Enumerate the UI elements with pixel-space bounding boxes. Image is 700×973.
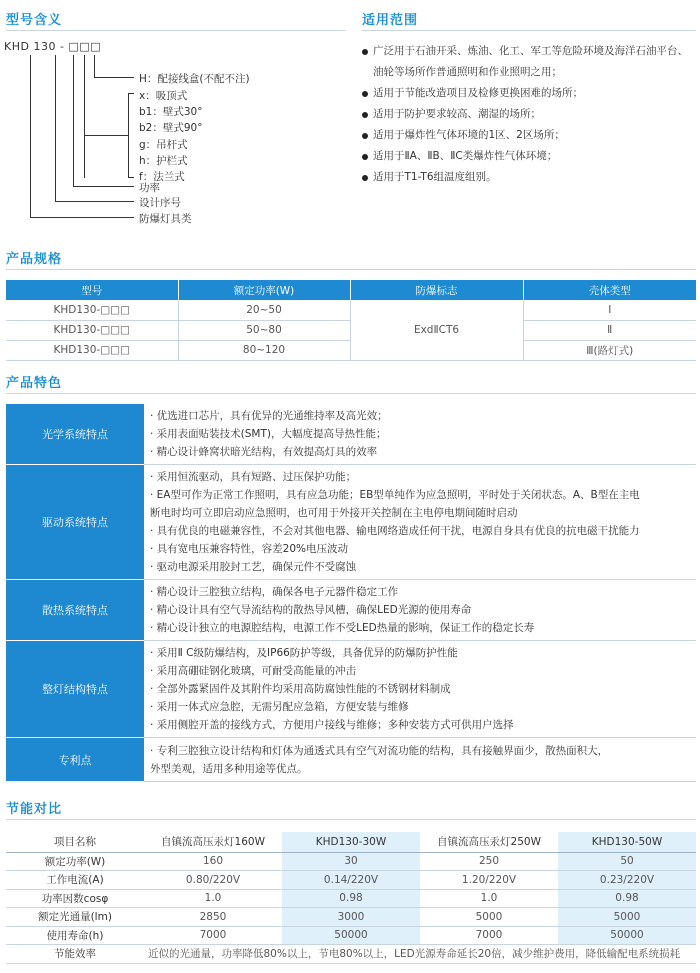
table-row bbox=[6, 852, 696, 871]
mount-bracket-bottom bbox=[128, 177, 134, 178]
leader-h-horizontal bbox=[94, 77, 134, 78]
feature-category: 散热系统特点 bbox=[6, 580, 144, 641]
model-item-flange: f：法兰式 bbox=[139, 171, 185, 183]
energy-header: KHD130-30W bbox=[282, 832, 420, 852]
energy-value: 0.23/220V bbox=[558, 871, 696, 890]
spec-header: 防爆标志 bbox=[350, 280, 523, 300]
energy-value: 5000 bbox=[420, 908, 558, 927]
scope-list bbox=[362, 41, 697, 188]
feature-items bbox=[144, 465, 696, 580]
table-row bbox=[6, 300, 696, 320]
feature-item: · 精心设计独立的电源腔结构，电源工作不受LED热量的影响，保证工作的稳定长寿 bbox=[150, 622, 535, 634]
feature-item: · 专利三腔独立设计结构和灯体为通透式具有空气对流功能的结构，具有接触界面少，散热面积大， bbox=[150, 744, 609, 757]
energy-header: 自镇流高压汞灯160W bbox=[144, 832, 282, 852]
table-row bbox=[6, 926, 696, 945]
feature-item: · 采用恒流驱动，具有短路、过压保护功能； bbox=[150, 471, 357, 483]
spec-shell: Ⅲ(路灯式) bbox=[523, 340, 696, 360]
energy-value: 0.98 bbox=[558, 889, 696, 908]
scope-divider bbox=[362, 30, 696, 31]
energy-value: 1.0 bbox=[144, 889, 282, 908]
table-row bbox=[6, 908, 696, 927]
energy-title: 节能对比 bbox=[6, 802, 63, 817]
energy-value: 50000 bbox=[282, 926, 420, 945]
feature-item: 断电时均可立即启动应急照明，也可用于外接开关控制在主电停电期间随时启动 bbox=[150, 507, 518, 519]
feature-category: 整灯结构特点 bbox=[6, 641, 144, 738]
feature-group bbox=[6, 580, 696, 641]
feature-items bbox=[144, 738, 696, 782]
energy-value: 7000 bbox=[420, 926, 558, 945]
model-item-power: 功率 bbox=[139, 182, 160, 194]
model-meaning-divider bbox=[6, 30, 346, 31]
energy-value: 0.98 bbox=[282, 889, 420, 908]
feature-item: · 采用表面贴装技术(SMT)，大幅度提高导热性能； bbox=[150, 428, 387, 440]
mount-bracket bbox=[128, 93, 129, 177]
feature-group bbox=[6, 404, 696, 465]
spec-header-row bbox=[6, 280, 696, 300]
energy-value: 0.80/220V bbox=[144, 871, 282, 890]
features-title: 产品特色 bbox=[6, 376, 63, 391]
feature-item: · 采用侧腔开盖的接线方式，方便用户接线与维修；多种安装方式可供用户选择 bbox=[150, 719, 514, 731]
model-item-wall90: b2：壁式90° bbox=[139, 122, 203, 134]
energy-header: 项目名称 bbox=[6, 832, 144, 852]
spec-model: KHD130-□□□ bbox=[6, 340, 178, 360]
energy-value: 50 bbox=[558, 852, 696, 871]
energy-value: 2850 bbox=[144, 908, 282, 927]
features-divider bbox=[6, 393, 696, 394]
model-item-guardrail: h：护栏式 bbox=[139, 155, 188, 167]
leader-design-horizontal bbox=[55, 201, 134, 202]
spec-divider bbox=[6, 269, 696, 270]
spec-explosion-mark: ExdⅡCT6 bbox=[350, 300, 523, 360]
feature-category: 光学系统特点 bbox=[6, 404, 144, 465]
spec-table bbox=[6, 280, 696, 361]
feature-item: · 采用高硼硅钢化玻璃，可耐受高能量的冲击 bbox=[150, 665, 357, 677]
scope-item: 适用于ⅡA、ⅡB、ⅡC类爆炸性气体环境； bbox=[362, 146, 697, 167]
energy-efficiency-label: 节能效率 bbox=[6, 945, 144, 964]
energy-efficiency-text: 近似的光通量，功率降低80%以上，节电80%以上，LED光源寿命延长20倍，减少维护费用，降低输配电系统损耗 bbox=[144, 945, 696, 964]
energy-value: 0.14/220V bbox=[282, 871, 420, 890]
scope-item: 适用于防护要求较高、潮湿的场所； bbox=[362, 104, 697, 125]
table-row bbox=[6, 889, 696, 908]
feature-item: · 全部外露紧固件及其附件均采用高防腐蚀性能的不锈钢材料制成 bbox=[150, 683, 451, 695]
spec-power: 80~120 bbox=[178, 340, 350, 360]
table-row bbox=[6, 871, 696, 890]
energy-label: 功率因数cosφ bbox=[6, 889, 144, 908]
energy-label: 额定光通量(lm) bbox=[6, 908, 144, 927]
feature-item: · 优选进口芯片，具有优异的光通维持率及高光效； bbox=[150, 410, 388, 422]
scope-item: 适用于爆炸性气体环境的1区、2区场所； bbox=[362, 125, 697, 146]
spec-title: 产品规格 bbox=[6, 252, 63, 267]
leader-design bbox=[55, 55, 56, 201]
leader-power bbox=[73, 55, 74, 186]
spec-header: 额定功率(W) bbox=[178, 280, 350, 300]
spec-header: 壳体类型 bbox=[523, 280, 696, 300]
features-table bbox=[6, 404, 696, 782]
feature-items bbox=[144, 580, 696, 641]
model-item-class: 防爆灯具类 bbox=[139, 213, 192, 225]
spec-power: 20~50 bbox=[178, 300, 350, 320]
energy-value: 1.0 bbox=[420, 889, 558, 908]
feature-item: · 精心设计蜂窝状暗光结构，有效提高灯具的效率 bbox=[150, 446, 378, 458]
energy-value: 3000 bbox=[282, 908, 420, 927]
leader-class-horizontal bbox=[30, 217, 134, 218]
energy-divider bbox=[6, 819, 696, 820]
model-item-junction-box: H：配接线盒(不配不注) bbox=[139, 73, 250, 85]
energy-value: 1.20/220V bbox=[420, 871, 558, 890]
scope-item: 适用于T1-T6组温度组别。 bbox=[362, 167, 697, 188]
feature-item: · 采用一体式应急腔，无需另配应急箱，方便安装与维修 bbox=[150, 701, 409, 713]
energy-label: 工作电流(A) bbox=[6, 871, 144, 890]
feature-item: · EA型可作为正常工作照明，具有应急功能；EB型单纯作为应急照明，平时处于关闭状态。A、B型在主电 bbox=[150, 489, 640, 501]
model-item-pendant: g：吊杆式 bbox=[139, 139, 188, 151]
model-item-ceiling: x：吸顶式 bbox=[139, 90, 188, 102]
leader-power-horizontal bbox=[73, 186, 134, 187]
energy-header: 自镇流高压汞灯250W bbox=[420, 832, 558, 852]
scope-title: 适用范围 bbox=[362, 13, 419, 28]
model-item-wall30: b1：壁式30° bbox=[139, 106, 203, 118]
feature-group bbox=[6, 738, 696, 782]
energy-value: 30 bbox=[282, 852, 420, 871]
energy-value: 5000 bbox=[558, 908, 696, 927]
spec-power: 50~80 bbox=[178, 320, 350, 340]
energy-value: 50000 bbox=[558, 926, 696, 945]
model-item-design-no: 设计序号 bbox=[139, 197, 181, 209]
energy-value: 7000 bbox=[144, 926, 282, 945]
feature-item: · 驱动电源采用胶封工艺，确保元件不受腐蚀 bbox=[150, 561, 357, 573]
model-code: KHD 130 - □□□ bbox=[4, 40, 102, 53]
scope-item: 广泛用于石油开采、炼油、化工、军工等危险环境及海洋石油平台、油轮等场所作普通照明和作业照明之用； bbox=[362, 41, 697, 83]
energy-header: KHD130-50W bbox=[558, 832, 696, 852]
energy-value: 250 bbox=[420, 852, 558, 871]
spec-shell: Ⅱ bbox=[523, 320, 696, 340]
feature-item: 外型美观，适用多种用途等优点。 bbox=[150, 762, 308, 775]
scope-item: 适用于节能改造项目及检修更换困难的场所； bbox=[362, 83, 697, 104]
feature-item: · 精心设计三腔独立结构，确保各电子元器件稳定工作 bbox=[150, 586, 399, 598]
leader-class bbox=[30, 55, 31, 217]
feature-items bbox=[144, 404, 696, 465]
mount-leader-horizontal bbox=[84, 135, 128, 136]
energy-label: 额定功率(W) bbox=[6, 852, 144, 871]
energy-label: 使用寿命(h) bbox=[6, 926, 144, 945]
feature-item: · 具有优良的电磁兼容性，不会对其他电器、输电网络造成任何干扰，电源自身具有优良的抗电磁干扰能力 bbox=[150, 525, 640, 537]
energy-value: 160 bbox=[144, 852, 282, 871]
spec-header: 型号 bbox=[6, 280, 178, 300]
feature-category: 专利点 bbox=[6, 738, 144, 782]
energy-header-row bbox=[6, 832, 696, 852]
feature-group bbox=[6, 641, 696, 738]
feature-category: 驱动系统特点 bbox=[6, 465, 144, 580]
feature-item: · 精心设计具有空气导流结构的散热导风槽，确保LED光源的使用寿命 bbox=[150, 604, 472, 616]
energy-table bbox=[6, 832, 696, 964]
model-meaning-title: 型号含义 bbox=[6, 13, 63, 28]
spec-model: KHD130-□□□ bbox=[6, 300, 178, 320]
spec-model: KHD130-□□□ bbox=[6, 320, 178, 340]
table-row bbox=[6, 945, 696, 964]
feature-items bbox=[144, 641, 696, 738]
feature-item: · 具有宽电压兼容特性，容差20%电压波动 bbox=[150, 543, 349, 555]
leader-mount bbox=[84, 55, 85, 178]
feature-group bbox=[6, 465, 696, 580]
spec-shell: Ⅰ bbox=[523, 300, 696, 320]
leader-h bbox=[94, 55, 95, 78]
feature-item: · 采用Ⅱ C级防爆结构，及IP66防护等级，具备优异的防爆防护性能 bbox=[150, 647, 458, 659]
